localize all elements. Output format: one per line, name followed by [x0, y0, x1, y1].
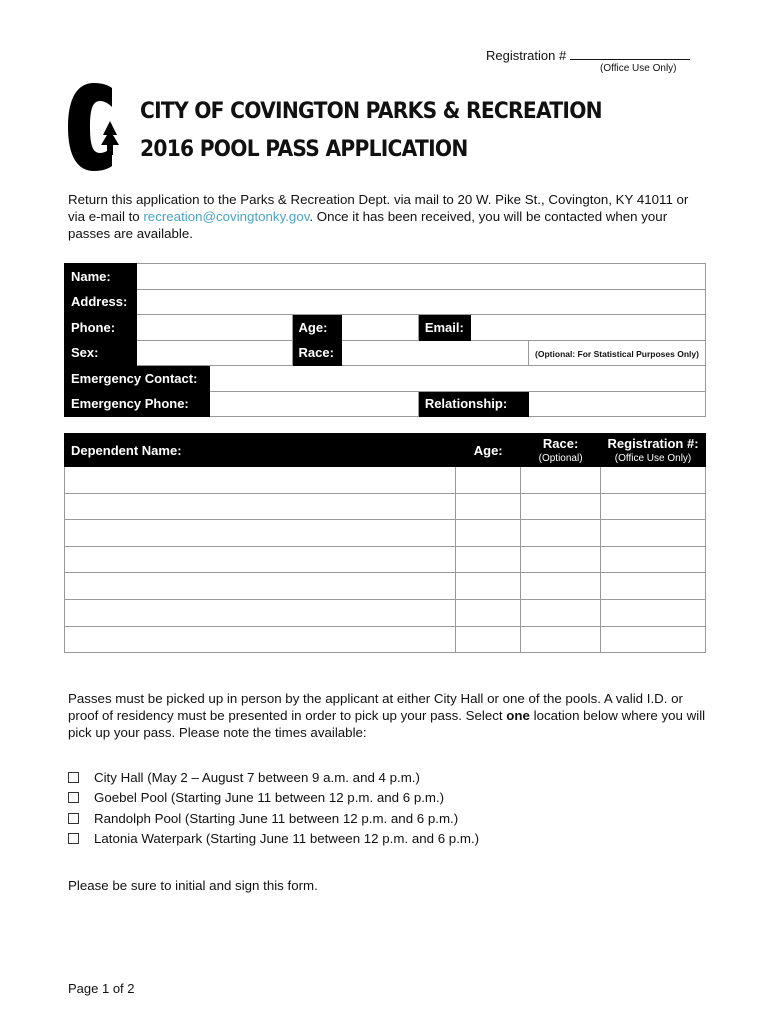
location-option-city-hall[interactable]: City Hall (May 2 – August 7 between 9 a.m. and 4 p.m.)	[68, 767, 479, 788]
sex-field[interactable]	[136, 340, 292, 366]
dependent-age-cell[interactable]	[456, 493, 521, 520]
race-label: Race:	[292, 340, 342, 366]
applicant-info-table	[64, 263, 706, 417]
race-optional-note: (Optional: For Statistical Purposes Only)	[535, 349, 699, 360]
address-label: Address:	[65, 289, 137, 315]
relationship-field[interactable]	[529, 391, 706, 417]
dependent-race-cell[interactable]	[521, 520, 601, 547]
dependent-row	[65, 573, 706, 600]
dependent-row	[65, 520, 706, 547]
dependent-name-cell[interactable]	[65, 493, 456, 520]
pickup-instructions: Passes must be picked up in person by the applicant at either City Hall or one of the pools. A valid I.D. or proof of residency must be presented in order to pick up your pass. Select one location below where you will pick up your pass. Please note the times available:	[68, 691, 706, 740]
dependent-race-header: Race: (Optional)	[521, 434, 601, 467]
phone-field[interactable]	[136, 315, 292, 341]
page-title: CITY OF COVINGTON PARKS & RECREATION	[140, 99, 602, 124]
dependent-age-cell[interactable]	[456, 520, 521, 547]
relationship-label: Relationship:	[418, 391, 528, 417]
dependent-name-cell[interactable]	[65, 599, 456, 626]
page-number: Page 1 of 2	[68, 981, 135, 996]
dependent-name-cell[interactable]	[65, 573, 456, 600]
location-option-randolph-pool[interactable]: Randolph Pool (Starting June 11 between 12 p.m. and 6 p.m.)	[68, 808, 479, 829]
sign-note: Please be sure to initial and sign this form.	[68, 878, 318, 893]
race-field[interactable]	[342, 340, 529, 366]
checkbox[interactable]	[68, 792, 79, 803]
office-use-note: (Office Use Only)	[600, 63, 677, 74]
dependent-race-cell[interactable]	[521, 573, 601, 600]
registration-number-line	[486, 47, 690, 63]
name-label: Name:	[65, 264, 137, 290]
dependent-age-cell[interactable]	[456, 573, 521, 600]
dependent-age-cell[interactable]	[456, 599, 521, 626]
dependents-table	[64, 433, 706, 653]
checkbox[interactable]	[68, 772, 79, 783]
emergency-phone-field[interactable]	[210, 391, 419, 417]
dependent-registration-cell	[601, 546, 706, 573]
phone-label: Phone:	[65, 315, 137, 341]
location-option-goebel-pool[interactable]: Goebel Pool (Starting June 11 between 12 p.m. and 6 p.m.)	[68, 788, 479, 809]
emergency-contact-field[interactable]	[210, 366, 706, 392]
race-optional-note-cell	[529, 340, 706, 366]
intro-paragraph: Return this application to the Parks & Recreation Dept. via mail to 20 W. Pike St., Covington, KY 41011 or via e-mail to recreation@covingtonky.gov. Once it has been received, you will be contacted when your passes are available.	[68, 192, 689, 241]
dependent-age-cell[interactable]	[456, 626, 521, 653]
pickup-location-list	[68, 767, 479, 849]
dependent-race-cell[interactable]	[521, 546, 601, 573]
dependent-age-cell[interactable]	[456, 546, 521, 573]
name-field[interactable]	[136, 264, 705, 290]
location-option-latonia-waterpark[interactable]: Latonia Waterpark (Starting June 11 between 12 p.m. and 6 p.m.)	[68, 829, 479, 850]
page-subtitle: 2016 POOL PASS APPLICATION	[140, 137, 468, 162]
dependent-name-header: Dependent Name:	[65, 434, 456, 467]
email-field[interactable]	[470, 315, 705, 341]
emergency-phone-label: Emergency Phone:	[65, 391, 210, 417]
dependent-race-cell[interactable]	[521, 599, 601, 626]
checkbox[interactable]	[68, 833, 79, 844]
dependent-race-cell[interactable]	[521, 467, 601, 494]
sex-label: Sex:	[65, 340, 137, 366]
dependent-registration-cell	[601, 467, 706, 494]
age-field[interactable]	[342, 315, 418, 341]
dependent-row	[65, 546, 706, 573]
dependent-registration-cell	[601, 520, 706, 547]
email-label: Email:	[418, 315, 470, 341]
dependent-row	[65, 599, 706, 626]
covington-logo	[68, 83, 120, 171]
dependent-name-cell[interactable]	[65, 546, 456, 573]
dependent-age-header: Age:	[456, 434, 521, 467]
dependent-registration-header: Registration #: (Office Use Only)	[601, 434, 706, 467]
emergency-contact-label: Emergency Contact:	[65, 366, 210, 392]
dependent-row	[65, 493, 706, 520]
registration-label: Registration #	[486, 48, 567, 63]
dependent-name-cell[interactable]	[65, 520, 456, 547]
dependent-age-cell[interactable]	[456, 467, 521, 494]
address-field[interactable]	[136, 289, 705, 315]
dependent-registration-cell	[601, 573, 706, 600]
age-label: Age:	[292, 315, 342, 341]
dependent-registration-cell	[601, 599, 706, 626]
dependent-race-cell[interactable]	[521, 493, 601, 520]
registration-blank	[570, 47, 690, 60]
dependent-name-cell[interactable]	[65, 467, 456, 494]
dependent-registration-cell	[601, 626, 706, 653]
email-link[interactable]: recreation@covingtonky.gov	[143, 209, 310, 224]
checkbox[interactable]	[68, 813, 79, 824]
dependent-race-cell[interactable]	[521, 626, 601, 653]
dependent-registration-cell	[601, 493, 706, 520]
dependent-name-cell[interactable]	[65, 626, 456, 653]
dependent-row	[65, 626, 706, 653]
dependent-row	[65, 467, 706, 494]
